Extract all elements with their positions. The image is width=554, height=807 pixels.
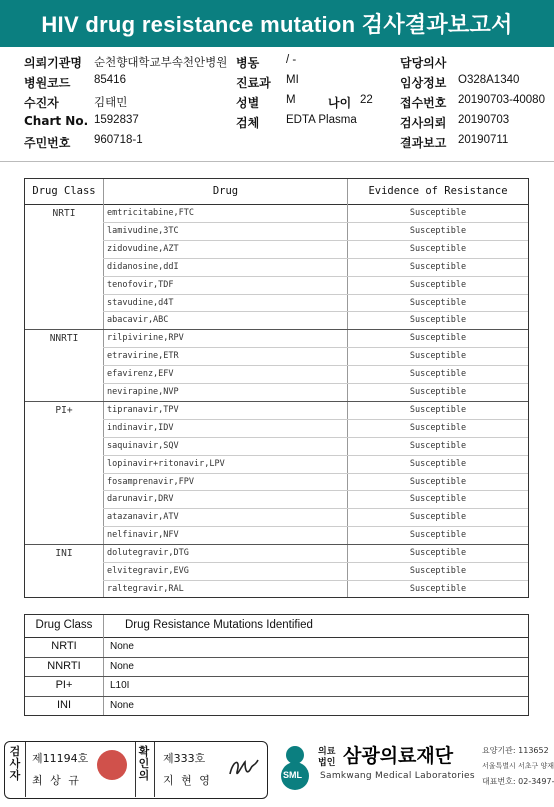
drug-name: raltegravir,RAL	[107, 583, 184, 594]
row-divider	[103, 508, 528, 509]
resistance-evidence: Susceptible	[409, 404, 467, 415]
resistance-evidence: Susceptible	[409, 261, 467, 272]
resistance-evidence: Susceptible	[409, 458, 467, 469]
drug-name: fosamprenavir,FPV	[107, 476, 194, 487]
resistance-evidence: Susceptible	[409, 351, 467, 362]
resistance-evidence: Susceptible	[409, 387, 467, 397]
drug-name: efavirenz,EFV	[107, 369, 174, 380]
org-phone: 대표번호: 02-3497-	[482, 777, 554, 786]
hospital-code-label: 병원코드	[24, 76, 71, 90]
sex-value: M	[286, 94, 296, 106]
row-divider	[103, 437, 528, 438]
resistance-evidence: Susceptible	[409, 297, 467, 308]
divider	[25, 742, 26, 797]
examiner-seal-icon	[97, 750, 127, 780]
ward-value: / -	[286, 54, 297, 66]
age-label: 나이	[328, 96, 352, 110]
mutation-drug-class: NRTI	[51, 640, 77, 652]
examinee-label: 수진자	[24, 96, 59, 110]
sml-logo-icon	[275, 743, 315, 791]
resistance-evidence: Susceptible	[409, 476, 467, 487]
drug-class-label: NNRTI	[49, 333, 79, 345]
chart-no-value: 1592837	[94, 114, 139, 126]
row-divider	[103, 294, 528, 295]
drug-class-label: PI+	[55, 404, 73, 416]
hospital-value: 순천향대학교부속천안병원	[94, 57, 228, 69]
group-divider	[25, 544, 528, 545]
row-divider	[103, 580, 528, 581]
mutation-header-drug-class: Drug Class	[35, 619, 93, 631]
ward-label: 병동	[236, 56, 260, 70]
row-divider	[25, 696, 528, 697]
receipt-no-label: 접수번호	[400, 96, 447, 110]
resistance-evidence: Susceptible	[409, 315, 467, 326]
resistance-table	[24, 178, 529, 598]
group-divider	[25, 329, 528, 330]
clinical-info-value: O328A1340	[458, 74, 520, 86]
header-drug-class: Drug Class	[32, 185, 96, 197]
row-divider	[25, 657, 528, 658]
drug-class-label: NRTI	[52, 208, 76, 219]
id-no-label: 주민번호	[24, 136, 71, 150]
mutation-value: None	[110, 641, 134, 652]
age-value: 22	[360, 94, 373, 106]
row-divider	[103, 222, 528, 223]
row-divider	[103, 383, 528, 384]
resistance-evidence: Susceptible	[409, 530, 467, 541]
resistance-table-header	[25, 179, 528, 205]
examiner-vertical-label: 검 사 자	[9, 745, 21, 782]
confirmer-name: 지 현 영	[163, 774, 212, 787]
confirmer-license: 제333호	[163, 752, 206, 765]
drug-class-label: INI	[55, 548, 73, 560]
drug-name: indinavir,IDV	[107, 422, 174, 433]
resistance-evidence: Susceptible	[409, 583, 467, 594]
report-title: HIV drug resistance mutation 검사결과보고서	[0, 0, 554, 47]
chart-no-label: Chart No.	[24, 114, 89, 128]
row-divider	[103, 276, 528, 277]
mutation-value: L10I	[110, 680, 130, 691]
resistance-evidence: Susceptible	[409, 333, 467, 344]
row-divider	[103, 240, 528, 241]
group-divider	[25, 401, 528, 402]
row-divider	[103, 455, 528, 456]
clinical-info-label: 임상정보	[400, 76, 447, 90]
drug-name: didanosine,ddI	[107, 261, 179, 272]
sex-label: 성별	[236, 96, 260, 110]
header-divider	[0, 161, 554, 162]
drug-name: zidovudine,AZT	[107, 243, 179, 254]
mutation-value: None	[110, 660, 134, 672]
column-divider	[103, 615, 104, 715]
drug-name: darunavir,DRV	[107, 494, 174, 505]
examiner-license: 제11194호	[32, 752, 89, 765]
report-date-label: 결과보고	[400, 136, 447, 150]
examiner-name: 최 상 규	[32, 774, 81, 787]
drug-name: lamivudine,3TC	[107, 225, 179, 236]
divider	[135, 742, 136, 797]
request-date-value: 20190703	[458, 114, 510, 126]
signature-box	[4, 741, 268, 799]
drug-name: lopinavir+ritonavir,LPV	[107, 458, 225, 469]
row-divider	[103, 419, 528, 420]
org-code: 요양기관: 113652	[482, 746, 549, 755]
drug-name: abacavir,ABC	[107, 315, 169, 326]
resistance-evidence: Susceptible	[409, 512, 467, 523]
examinee-value: 김태민	[94, 97, 128, 109]
resistance-evidence: Susceptible	[409, 422, 467, 433]
drug-name: nelfinavir,NFV	[107, 530, 179, 541]
request-date-label: 검사의뢰	[400, 116, 447, 130]
column-divider	[103, 179, 104, 597]
mutation-value: None	[110, 699, 134, 711]
org-address: 서울특별시 서초구 양재	[482, 762, 554, 770]
drug-name: stavudine,d4T	[107, 297, 174, 308]
row-divider	[103, 347, 528, 348]
id-no-value: 960718-1	[94, 134, 143, 146]
drug-name: rilpivirine,RPV	[107, 333, 184, 344]
receipt-no-value: 20190703-40080	[458, 94, 545, 106]
row-divider	[103, 562, 528, 563]
confirmer-vertical-label: 확 인 의	[138, 745, 150, 782]
org-name: 삼광의료재단	[343, 745, 454, 767]
row-divider	[103, 311, 528, 312]
resistance-evidence: Susceptible	[409, 494, 467, 505]
resistance-evidence: Susceptible	[409, 566, 467, 576]
confirmer-signature-icon	[227, 754, 261, 782]
org-name-en: Samkwang Medical Laboratories	[320, 771, 475, 781]
drug-name: emtricitabine,FTC	[107, 208, 194, 218]
doctor-label: 담당의사	[400, 56, 447, 70]
row-divider	[103, 258, 528, 259]
mutation-table	[24, 614, 529, 716]
patient-info-block	[0, 52, 554, 157]
drug-name: tenofovir,TDF	[107, 279, 174, 290]
resistance-evidence: Susceptible	[409, 548, 467, 559]
drug-name: etravirine,ETR	[107, 351, 179, 362]
drug-name: atazanavir,ATV	[107, 512, 179, 523]
divider	[154, 742, 155, 797]
drug-name: saquinavir,SQV	[107, 440, 179, 451]
report-date-value: 20190711	[458, 134, 509, 146]
row-divider	[103, 473, 528, 474]
resistance-evidence: Susceptible	[409, 225, 467, 236]
footer	[0, 741, 554, 807]
sml-logo-text: SML	[283, 770, 302, 780]
header-drug: Drug	[212, 185, 239, 197]
mutation-drug-class: PI+	[55, 679, 73, 691]
specimen-label: 검체	[236, 116, 260, 130]
mutation-header-mutations: Drug Resistance Mutations Identified	[125, 619, 313, 631]
resistance-evidence: Susceptible	[409, 369, 467, 380]
org-prefix: 의료 법인	[318, 747, 336, 768]
mutation-drug-class: NNRTI	[47, 659, 81, 672]
row-divider	[103, 526, 528, 527]
row-divider	[103, 365, 528, 366]
hospital-code-value: 85416	[94, 74, 126, 86]
department-value: MI	[286, 74, 299, 86]
header-evidence: Evidence of Resistance	[368, 185, 508, 197]
drug-name: elvitegravir,EVG	[107, 566, 189, 576]
specimen-value: EDTA Plasma	[286, 114, 357, 126]
row-divider	[25, 676, 528, 677]
resistance-evidence: Susceptible	[409, 279, 467, 290]
drug-name: nevirapine,NVP	[107, 387, 179, 397]
department-label: 진료과	[236, 76, 271, 90]
mutation-table-header	[25, 615, 528, 638]
mutation-drug-class: INI	[56, 698, 72, 711]
drug-name: tipranavir,TPV	[107, 404, 179, 415]
resistance-evidence: Susceptible	[409, 243, 467, 254]
resistance-evidence: Susceptible	[409, 208, 467, 218]
resistance-evidence: Susceptible	[409, 440, 467, 451]
row-divider	[103, 490, 528, 491]
drug-name: dolutegravir,DTG	[107, 548, 189, 559]
hospital-label: 의뢰기관명	[24, 56, 82, 70]
